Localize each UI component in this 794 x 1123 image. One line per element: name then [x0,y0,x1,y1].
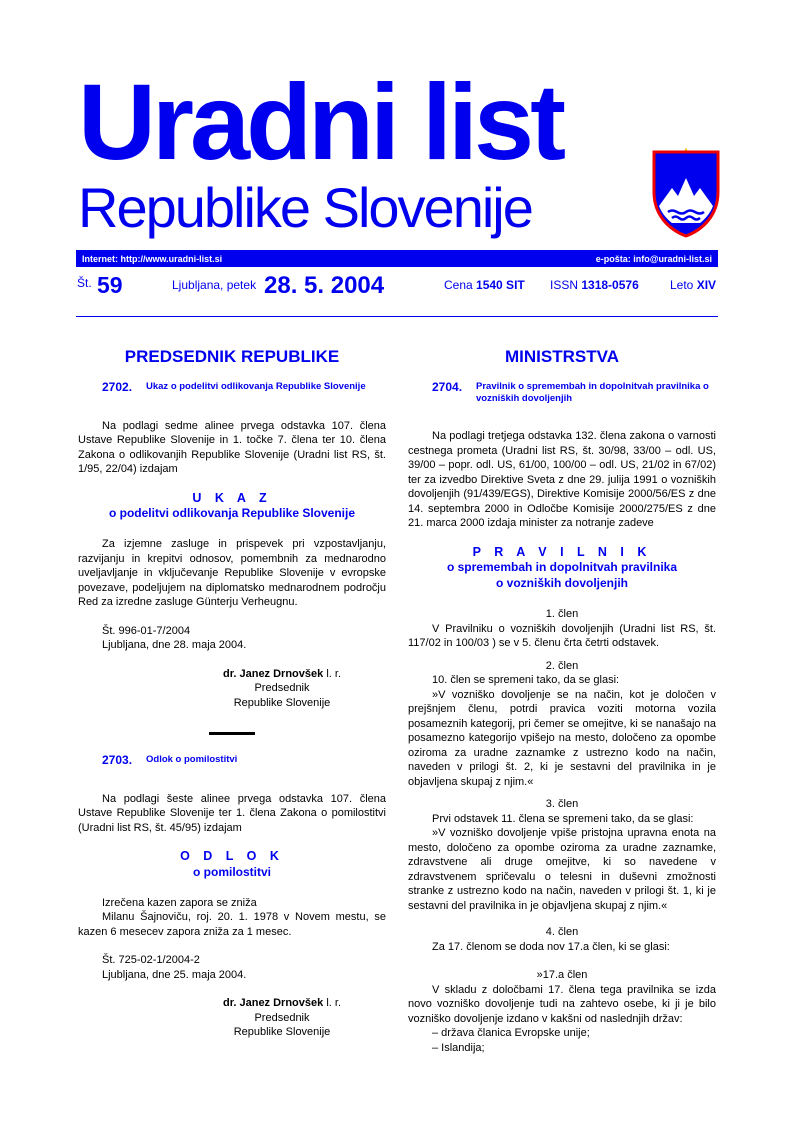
article-text: Za 17. členom se doda nov 17.a člen, ki se glasi: [432,940,670,953]
article-text: Prvi odstavek 11. člena se spremeni tako, da se glasi: [432,812,694,825]
act-body: Za izjemne zasluge in prispevek pri vzpostavljanju, razvijanju in krepitvi odnosov, pomembnih za mednarodno uveljavljanje in vključevanje Republike Slovenije v evropske povezave, podeljujem na diplomatsko mednarodnem področju Red za izredne zasluge Günterju Verheugnu. [78,538,386,608]
item-number: 2702. [102,380,133,394]
date-value: 28. 5. 2004 [264,272,385,299]
date-label: Ljubljana, petek [172,278,257,292]
item-title: Odlok o pomilostitvi [146,754,238,765]
article-heading: 1. člen [545,608,579,620]
issue-label: Št. [77,276,92,290]
masthead-subtitle: Republike Slovenije [78,176,532,239]
article-quote: »V vozniško dovoljenje vpiše pristojna upravna enota na mesto, določeno za opombe oziroma za uradne zaznamke, zdravstvene ali druge omejitve, ki so navedene v zdravstvenem spričevalu o telesni in duševni zmožnosti stranke z ustrezno kodo na način, naveden v prilogi št. 1, ki je sestavni del pravilnika in je objavljena skupaj z njim.« [408,827,716,912]
article-heading: 2. člen [545,659,579,672]
year-value: XIV [696,278,717,292]
signer-suffix: l. r. [326,667,341,680]
separator [209,732,255,735]
item-heading [432,380,716,405]
article-text: V Pravilniku o vozniških dovoljenjih (Uradni list RS, št. 117/02 in 100/03 ) se v 5. členu črta četrti odstavek. [408,622,716,649]
issn-label: ISSN [550,278,579,292]
signer-role: Predsednik [254,1011,310,1024]
act-subtitle [408,559,716,591]
internet-link[interactable]: Internet: http://www.uradni-list.si [82,253,223,264]
signature-block [178,996,386,1040]
act-body-line: Izrečena kazen zapora se zniža [102,896,257,909]
article-heading: »17.a člen [536,969,588,981]
item-title: Ukaz o podelitvi odlikovanja Republike Slovenije [146,381,366,392]
article-quote: »V vozniško dovoljenje se na način, kot je določen v prejšnjem členu, potrdi pravica voziti motorna vozila posameznih kategorij, pri čemer se omejitve, ki se nanašajo na posamezno kategorijo vpišejo na mesto, določeno za opombe oziroma za uradne zaznamke z ustrezno kodo na način, naveden v prilogi št. 2, ki je sestavni del pravilnika in je objavljena skupaj z njim.« [408,688,716,788]
email-link[interactable]: e-pošta: info@uradni-list.si [595,253,712,264]
price-value: 1540 SIT [476,278,525,292]
act-subtitle: o pomilostitvi [193,864,271,879]
item-number: 2704. [432,380,463,394]
left-column [78,344,386,1054]
signature-block [178,667,386,711]
reference [78,624,386,653]
right-column [408,344,716,1055]
article-text: V skladu z določbami 17. člena tega pravilnika se izda novo vozniško dovoljenje tudi na zahtevo osebe, ki ji je bilo vozniško dovoljenje izdano v kakšni od naslednjih držav: [408,983,716,1025]
item-title: Pravilnik o spremembah in dopolnitvah pravilnika o vozniških dovoljenjih [476,381,709,404]
signer-role: Predsednik [254,682,310,694]
signer-suffix: l. r. [326,997,341,1009]
signer-org: Republike Slovenije [233,1026,331,1038]
signer-org: Republike Slovenije [233,696,331,709]
section-title: PREDSEDNIK REPUBLIKE [124,347,340,366]
item-heading [102,380,386,395]
item-heading [102,753,386,768]
year-label: Leto [670,278,694,292]
reference-date: Ljubljana, dne 25. maja 2004. [102,968,247,981]
act-subtitle-line: o vozniških dovoljenjih [495,576,628,590]
preamble: Na podlagi šeste alinee prvega odstavka 107. člena Ustave Republike Slovenije ter 1. člena Zakona o pomilostitvi (Uradni list RS, št. 45/95) izdajam [78,792,386,834]
price [444,278,525,292]
coat-of-arms-icon [650,148,722,238]
price-label: Cena [444,278,473,292]
act-title: P R A V I L N I K [472,544,652,559]
reference-date: Ljubljana, dne 28. maja 2004. [102,639,247,651]
list-item: – Islandija; [432,1041,485,1054]
act-title: U K A Z [192,490,272,505]
signer-name: dr. Janez Drnovšek [222,667,324,680]
header-rule [76,316,718,317]
year [670,278,716,292]
issn-value: 1318-0576 [581,278,639,292]
act-title: O D L O K [180,849,284,863]
reference-number: Št. 996-01-7/2004 [102,624,191,637]
act-subtitle-line: o spremembah in dopolnitvah pravilnika [446,560,678,574]
article-heading: 3. člen [545,798,579,810]
article-text: 10. člen se spremeni tako, da se glasi: [432,674,620,686]
preamble: Na podlagi sedme alinee prvega odstavka 107. člena Ustave Republike Slovenije in 1. točke 7. člena ter 10. člena Zakona o odlikovanjih Republike Slovenije (Uradni list RS, št. 1/95, 22/04) izdajam [78,419,386,475]
item-number: 2703. [102,753,133,767]
preamble: Na podlagi tretjega odstavka 132. člena zakona o varnosti cestnega prometa (Uradni list RS, št. 30/98, 33/00 – odl. US, 39/00 – popr. odl. US, 61/00, 100/00 – odl. US, 21/02 in 67/02) ter za izvedbo Direktive Sveta z dne 29. julija 1991 o vozniških dovoljenjih (91/439/EGS), Direktive Komisije 2000/56/ES z dne 14. septembra 2000 in Odločbe Komisije 2000/275/ES z dne 21. marca 2000 izdaja minister za notranje zadeve [408,430,716,529]
signer-name: dr. Janez Drnovšek [222,997,324,1009]
contact-bar [76,250,718,267]
reference-number: Št. 725-02-1/2004-2 [102,954,200,966]
issn [550,278,639,292]
reference [78,953,386,982]
act-body: Milanu Šajnoviču, roj. 20. 1. 1978 v Novem mestu, se kazen 6 mesecev zapora zniža za 1 mesec. [78,911,386,938]
list-item: – država članica Evropske unije; [432,1027,590,1039]
article-heading: 4. člen [545,926,579,938]
act-subtitle: o podelitvi odlikovanja Republike Slovenije [108,506,356,520]
masthead-title: Uradni list [78,61,563,182]
issue-number: 59 [97,272,123,298]
section-title: MINISTRSTVA [505,347,619,366]
